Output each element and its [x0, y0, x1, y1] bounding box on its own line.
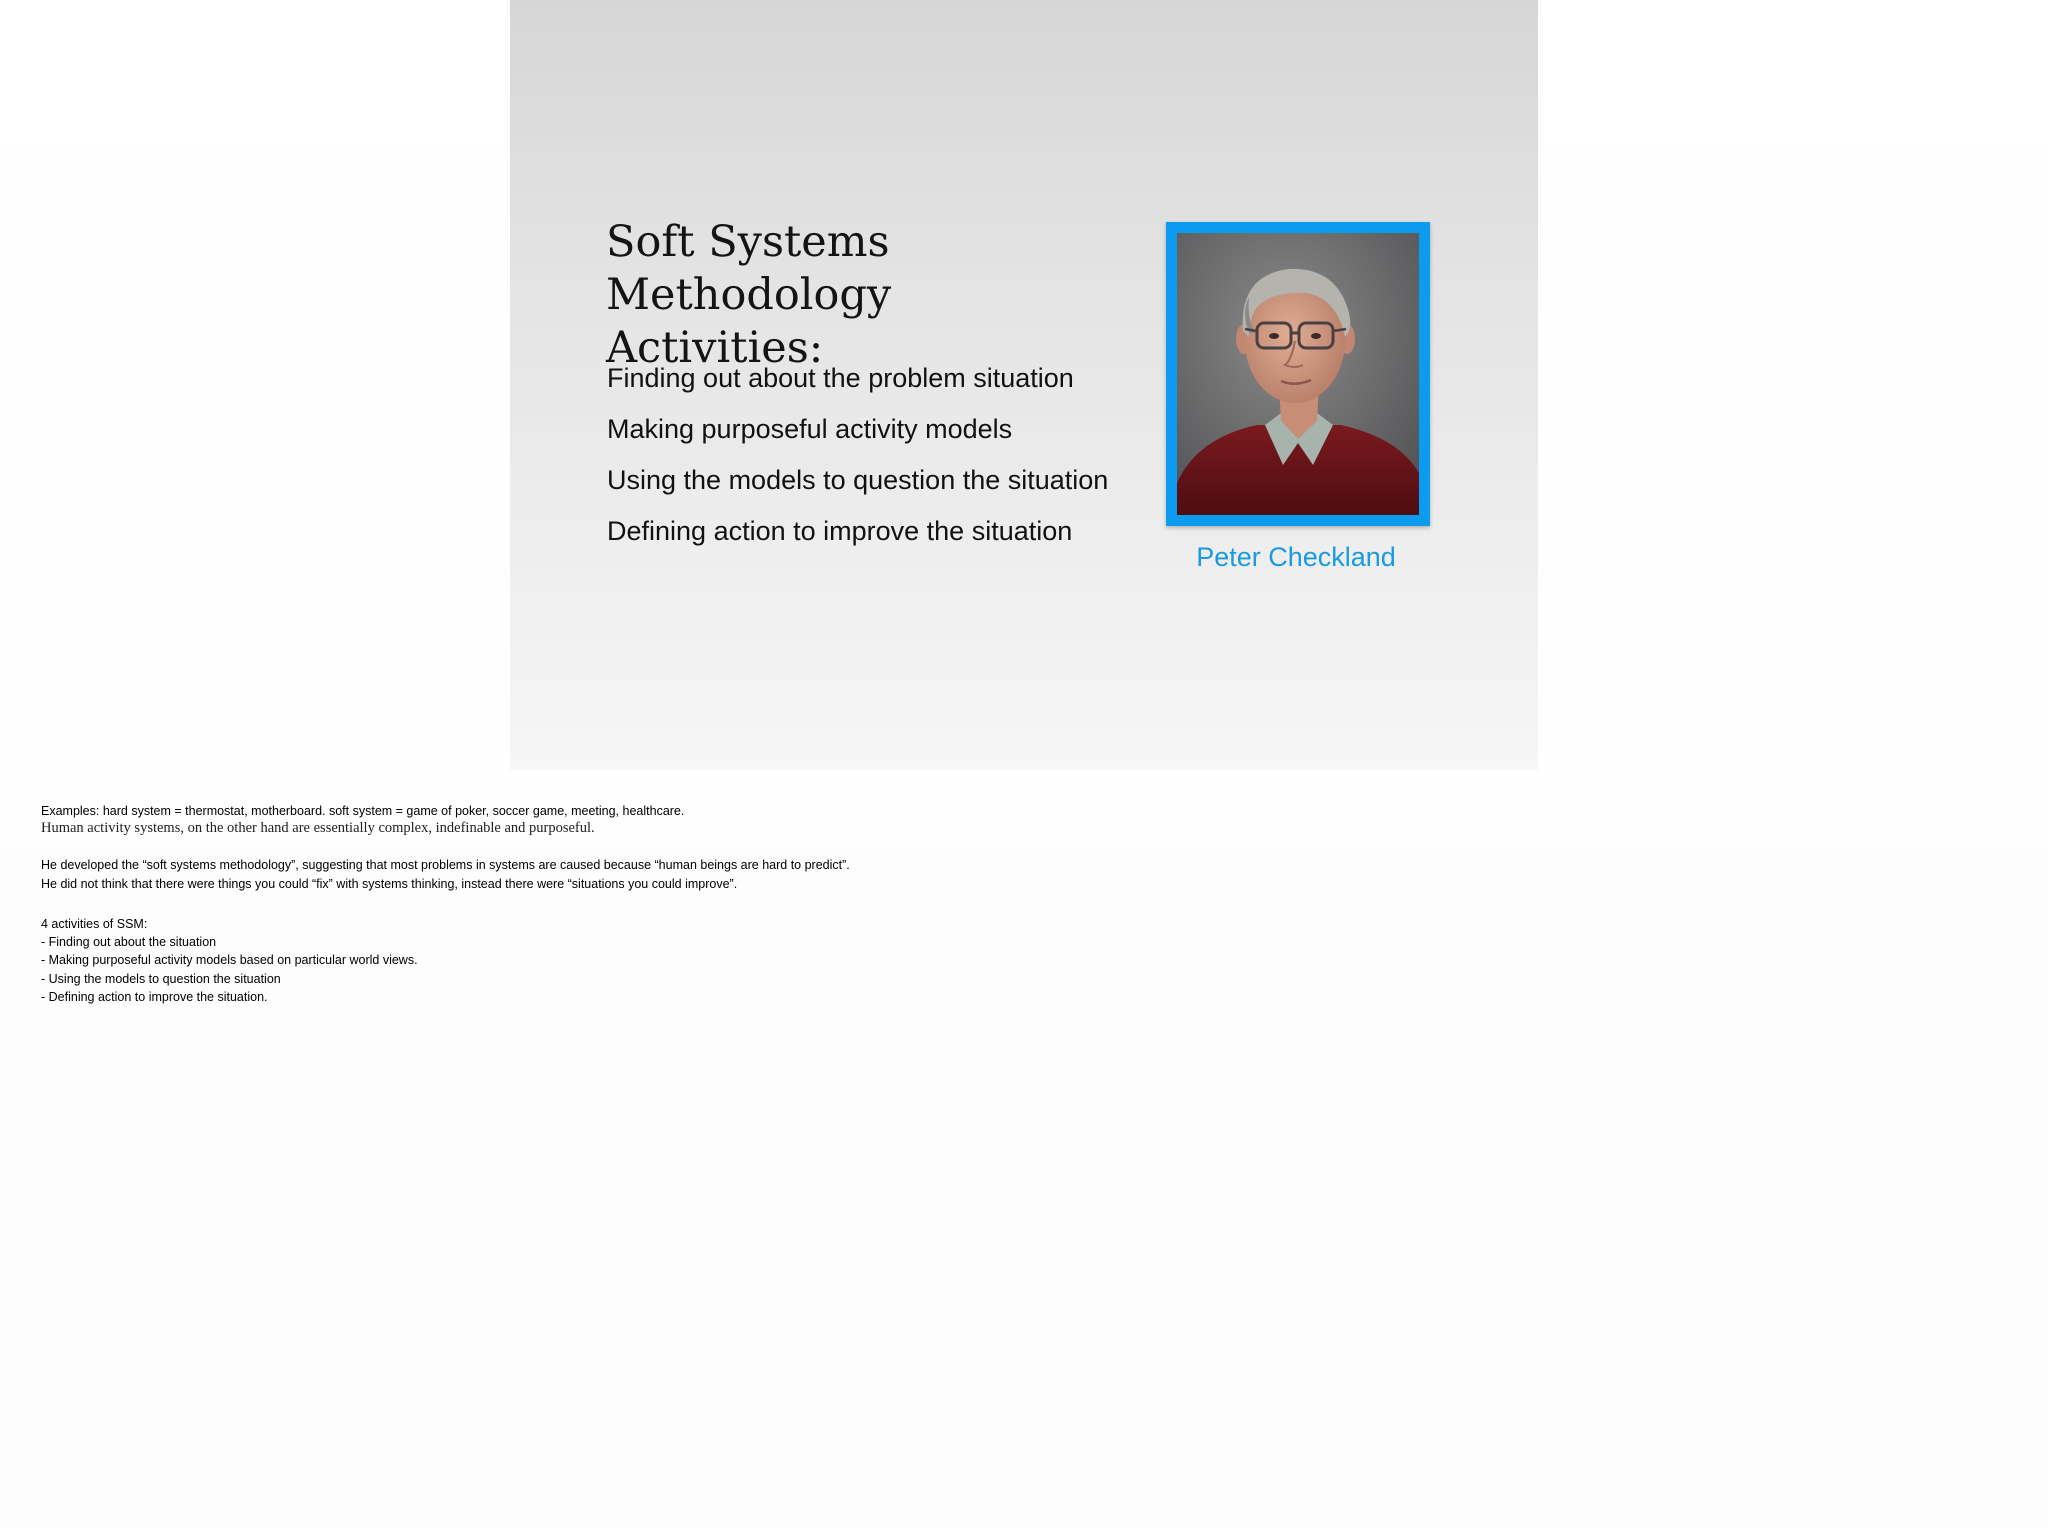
activity-item: Defining action to improve the situation [607, 516, 1073, 546]
activity-item: Using the models to question the situation [607, 465, 1109, 495]
notes-activities-heading: 4 activities of SSM: [41, 916, 148, 931]
activity-item: Finding out about the problem situation [607, 363, 1074, 393]
portrait-caption: Peter Checkland [1196, 542, 1396, 572]
portrait-frame [1166, 222, 1430, 526]
activity-item: Making purposeful activity models [607, 414, 1013, 444]
speaker-notes [41, 802, 1441, 1006]
notes-examples: Examples: hard system = thermostat, motherboard. soft system = game of poker, soccer game, meeting, healthcare. [41, 804, 685, 818]
slide-title-line-2: Activities: [606, 323, 824, 373]
notes-activity-item: - Using the models to question the situation [41, 971, 281, 986]
slide-title-line-1: Soft Systems Methodology [606, 217, 892, 320]
notes-developed: He developed the “soft systems methodology”, suggesting that most problems in systems are caused because “human beings are hard to predict”. [41, 858, 850, 873]
notes-activity-item: - Making purposeful activity models based on particular world views. [41, 953, 418, 968]
notes-activity-item: - Defining action to improve the situation. [41, 990, 268, 1005]
slide-title [606, 216, 1166, 375]
portrait-photo [1177, 233, 1419, 515]
notes-activity-item: - Finding out about the situation [41, 935, 217, 950]
notes-did-not-think: He did not think that there were things you could “fix” with systems thinking, instead there were “situations you could improve”. [41, 876, 738, 891]
activity-list [607, 356, 1108, 560]
notes-human-activity: Human activity systems, on the other hand are essentially complex, indefinable and purposeful. [41, 820, 595, 837]
slide [510, 0, 1538, 770]
